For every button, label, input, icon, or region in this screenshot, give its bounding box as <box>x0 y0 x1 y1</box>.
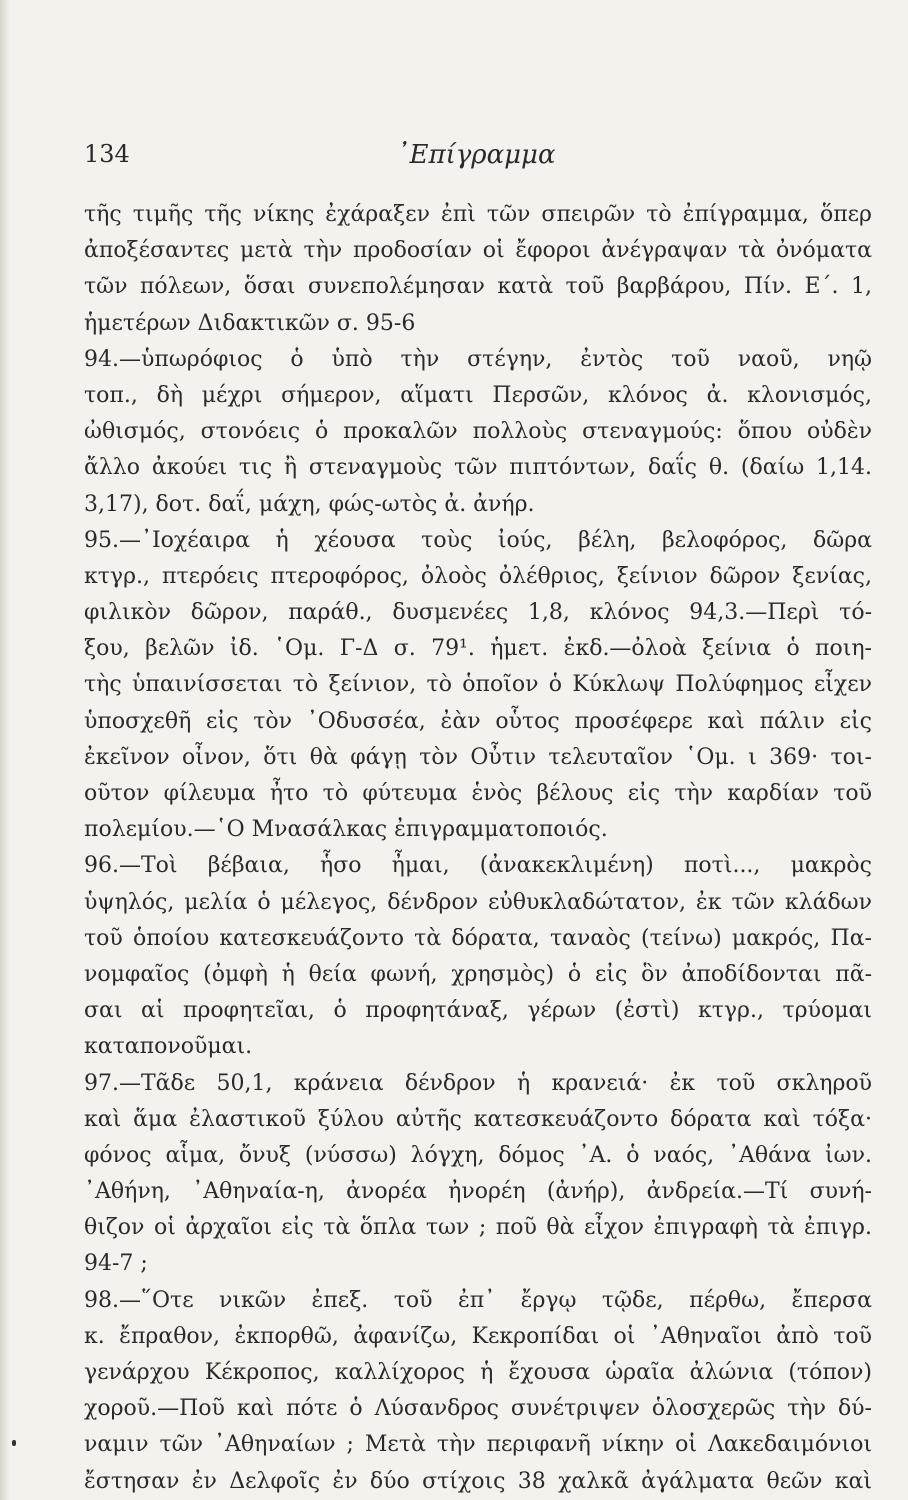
text-line: ναμιν τῶν ᾿Αθηναίων ; Μετὰ τὴν περιφανῆ νίκην οἱ Λακεδαιμόνιοι <box>84 1432 872 1458</box>
text-line: 3,17), δοτ. δαΐ, μάχη, φώς-ωτὸς ἀ. ἀνήρ. <box>84 491 535 517</box>
text-line: 95.—᾿Ιοχέαιρα ἡ χέουσα τοὺς ἰούς, βέλη, βελοφόρος, δῶρα <box>84 527 872 553</box>
text-line: γενάρχου Κέκροπος, καλλίχορος ἡ ἔχουσα ὡραῖα ἀλώνια (τόπον) <box>84 1360 872 1385</box>
text-line: ὑψηλός, μελία ὁ μέλεγος, δένδρον εὐθυκλαδώτατον, ἐκ τῶν κλάδων <box>84 889 872 915</box>
text-line: καὶ ἅμα ἐλαστικοῦ ξύλου αὐτῆς κατεσκευάζοντο δόρατα καὶ τόξα· <box>84 1106 872 1132</box>
text-line: ξου, βελῶν ἰδ. ῾Ομ. Γ-Δ σ. 79¹. ἡμετ. ἐκδ.—ὀλοὰ ξείνια ὁ ποιη- <box>84 636 872 662</box>
text-line: ὠθισμός, στονόεις ὁ προκαλῶν πολλοὺς στεναγμούς: ὅπου οὐδὲν <box>84 419 872 445</box>
text-line: τῆς τιμῆς τῆς νίκης ἐχάραξεν ἐπὶ τῶν σπειρῶν τὸ ἐπίγραμμα, ὅπερ <box>84 202 872 227</box>
text-line: 96.—Τοὶ βέβαια, ἧσο ἦμαι, (ἀνακεκλιμένη) ποτὶ..., μακρὸς <box>84 853 872 879</box>
text-line: καταπονοῦμαι. <box>84 1034 253 1060</box>
text-line: τὴς ὑπαινίσσεται τὸ ξείνιον, τὸ ὁποῖον ὁ Κύκλωψ Πολύφημος εἶχεν <box>84 672 872 698</box>
text-line: πολεμίου.—῾Ο Μνασάλκας ἐπιγραμματοποιός. <box>84 817 608 843</box>
text-line: τοῦ ὁποίου κατεσκευάζοντο τὰ δόρατα, ταναὸς (τείνω) μακρός, Πα- <box>84 925 872 951</box>
text-line: φόνος αἷμα, ὄνυξ (νύσσω) λόγχη, δόμος ᾿Α. ὁ ναός, ᾿Αθάνα ἰων. <box>84 1142 872 1168</box>
text-line: ἡμετέρων Διδακτικῶν σ. 95-6 <box>84 310 416 336</box>
page-header <box>84 140 868 180</box>
text-line: χοροῦ.—Ποῦ καὶ πότε ὁ Λύσανδρος συνέτριψεν ὁλοσχερῶς τὴν δύ- <box>84 1396 872 1422</box>
text-line: τῶν πόλεων, ὅσαι συνεπολέμησαν κατὰ τοῦ βαρβάρου, Πίν. Ε΄. 1, <box>84 274 872 300</box>
text-line: θιζον οἱ ἀρχαῖοι εἰς τὰ ὅπλα των ; ποῦ θὰ εἶχον ἐπιγραφὴ τὰ ἐπιγρ. <box>84 1215 872 1241</box>
text-line: 94.—ὑπωρόφιος ὁ ὑπὸ τὴν στέγην, ἐντὸς τοῦ ναοῦ, νηῷ <box>84 346 872 372</box>
text-line: ἀποξέσαντες μετὰ τὴν προδοσίαν οἱ ἔφοροι ἀνέγραψαν τὰ ὀνόματα <box>84 238 872 264</box>
text-line: 94-7 ; <box>84 1251 148 1277</box>
text-line: ἄλλο ἀκούει τις ἢ στεναγμοὺς τῶν πιπτόντων, δαΐς θ. (δαίω 1,14. <box>84 455 872 481</box>
text-line: 98.—῞Οτε νικῶν ἐπεξ. τοῦ ἐπ᾿ ἔργῳ τῷδε, πέρθω, ἔπερσα <box>84 1287 872 1313</box>
text-line: ᾿Αθήνη, ᾿Αθηναία-η, ἀνορέα ἠνορέη (ἀνήρ), ἀνδρεία.—Τί συνή- <box>84 1179 872 1205</box>
page-binding-shadow <box>0 0 10 1500</box>
scan-speck <box>12 1440 16 1446</box>
text-line: οῦτον φίλευμα ἦτο τὸ φύτευμα ἑνὸς βέλους εἰς τὴν καρδίαν τοῦ <box>84 781 872 806</box>
text-line: νομφαῖος (ὀμφὴ ἡ θεία φωνή, χρησμὸς) ὁ εἰς ὃν ἀποδίδονται πᾶ- <box>84 961 872 987</box>
page-number: 134 <box>84 140 130 168</box>
text-line: τοπ., δὴ μέχρι σήμερον, αἵματι Περσῶν, κλόνος ἀ. κλονισμός, <box>84 382 872 408</box>
running-title: ᾿Επίγραμμα <box>396 140 556 170</box>
text-line: 97.—Τᾶδε 50,1, κράνεια δένδρον ἡ κρανειά· ἐκ τοῦ σκληροῦ <box>84 1070 872 1096</box>
text-line: ὑποσχεθῆ εἰς τὸν ᾿Οδυσσέα, ἐὰν οὗτος προσέφερε καὶ πάλιν εἰς <box>84 708 872 734</box>
text-line: κτγρ., πτερόεις πτεροφόρος, ὀλοὸς ὀλέθριος, ξείνιον δῶρον ξενίας, <box>84 563 872 589</box>
text-line: κ. ἔπραθον, ἐκπορθῶ, ἀφανίζω, Κεκροπίδαι οἱ ᾿Αθηναῖοι ἀπὸ τοῦ <box>84 1323 872 1349</box>
text-line: ἐκεῖνον οἶνον, ὅτι θὰ φάγῃ τὸν Οὖτιν τελευταῖον ῾Ομ. ι 369· τοι- <box>84 744 872 770</box>
text-line: φιλικὸν δῶρον, παράθ., δυσμενέες 1,8, κλόνος 94,3.—Περὶ τό- <box>84 600 872 626</box>
text-line: ἔστησαν ἐν Δελφοῖς ἐν δύο στίχοις 38 χαλκᾶ ἀγάλματα θεῶν καὶ <box>84 1468 872 1494</box>
page-body-text <box>84 197 872 1500</box>
text-line: σαι αἱ προφητεῖαι, ὁ προφητάναξ, γέρων (ἐστὶ) κτγρ., τρύομαι <box>84 998 872 1024</box>
